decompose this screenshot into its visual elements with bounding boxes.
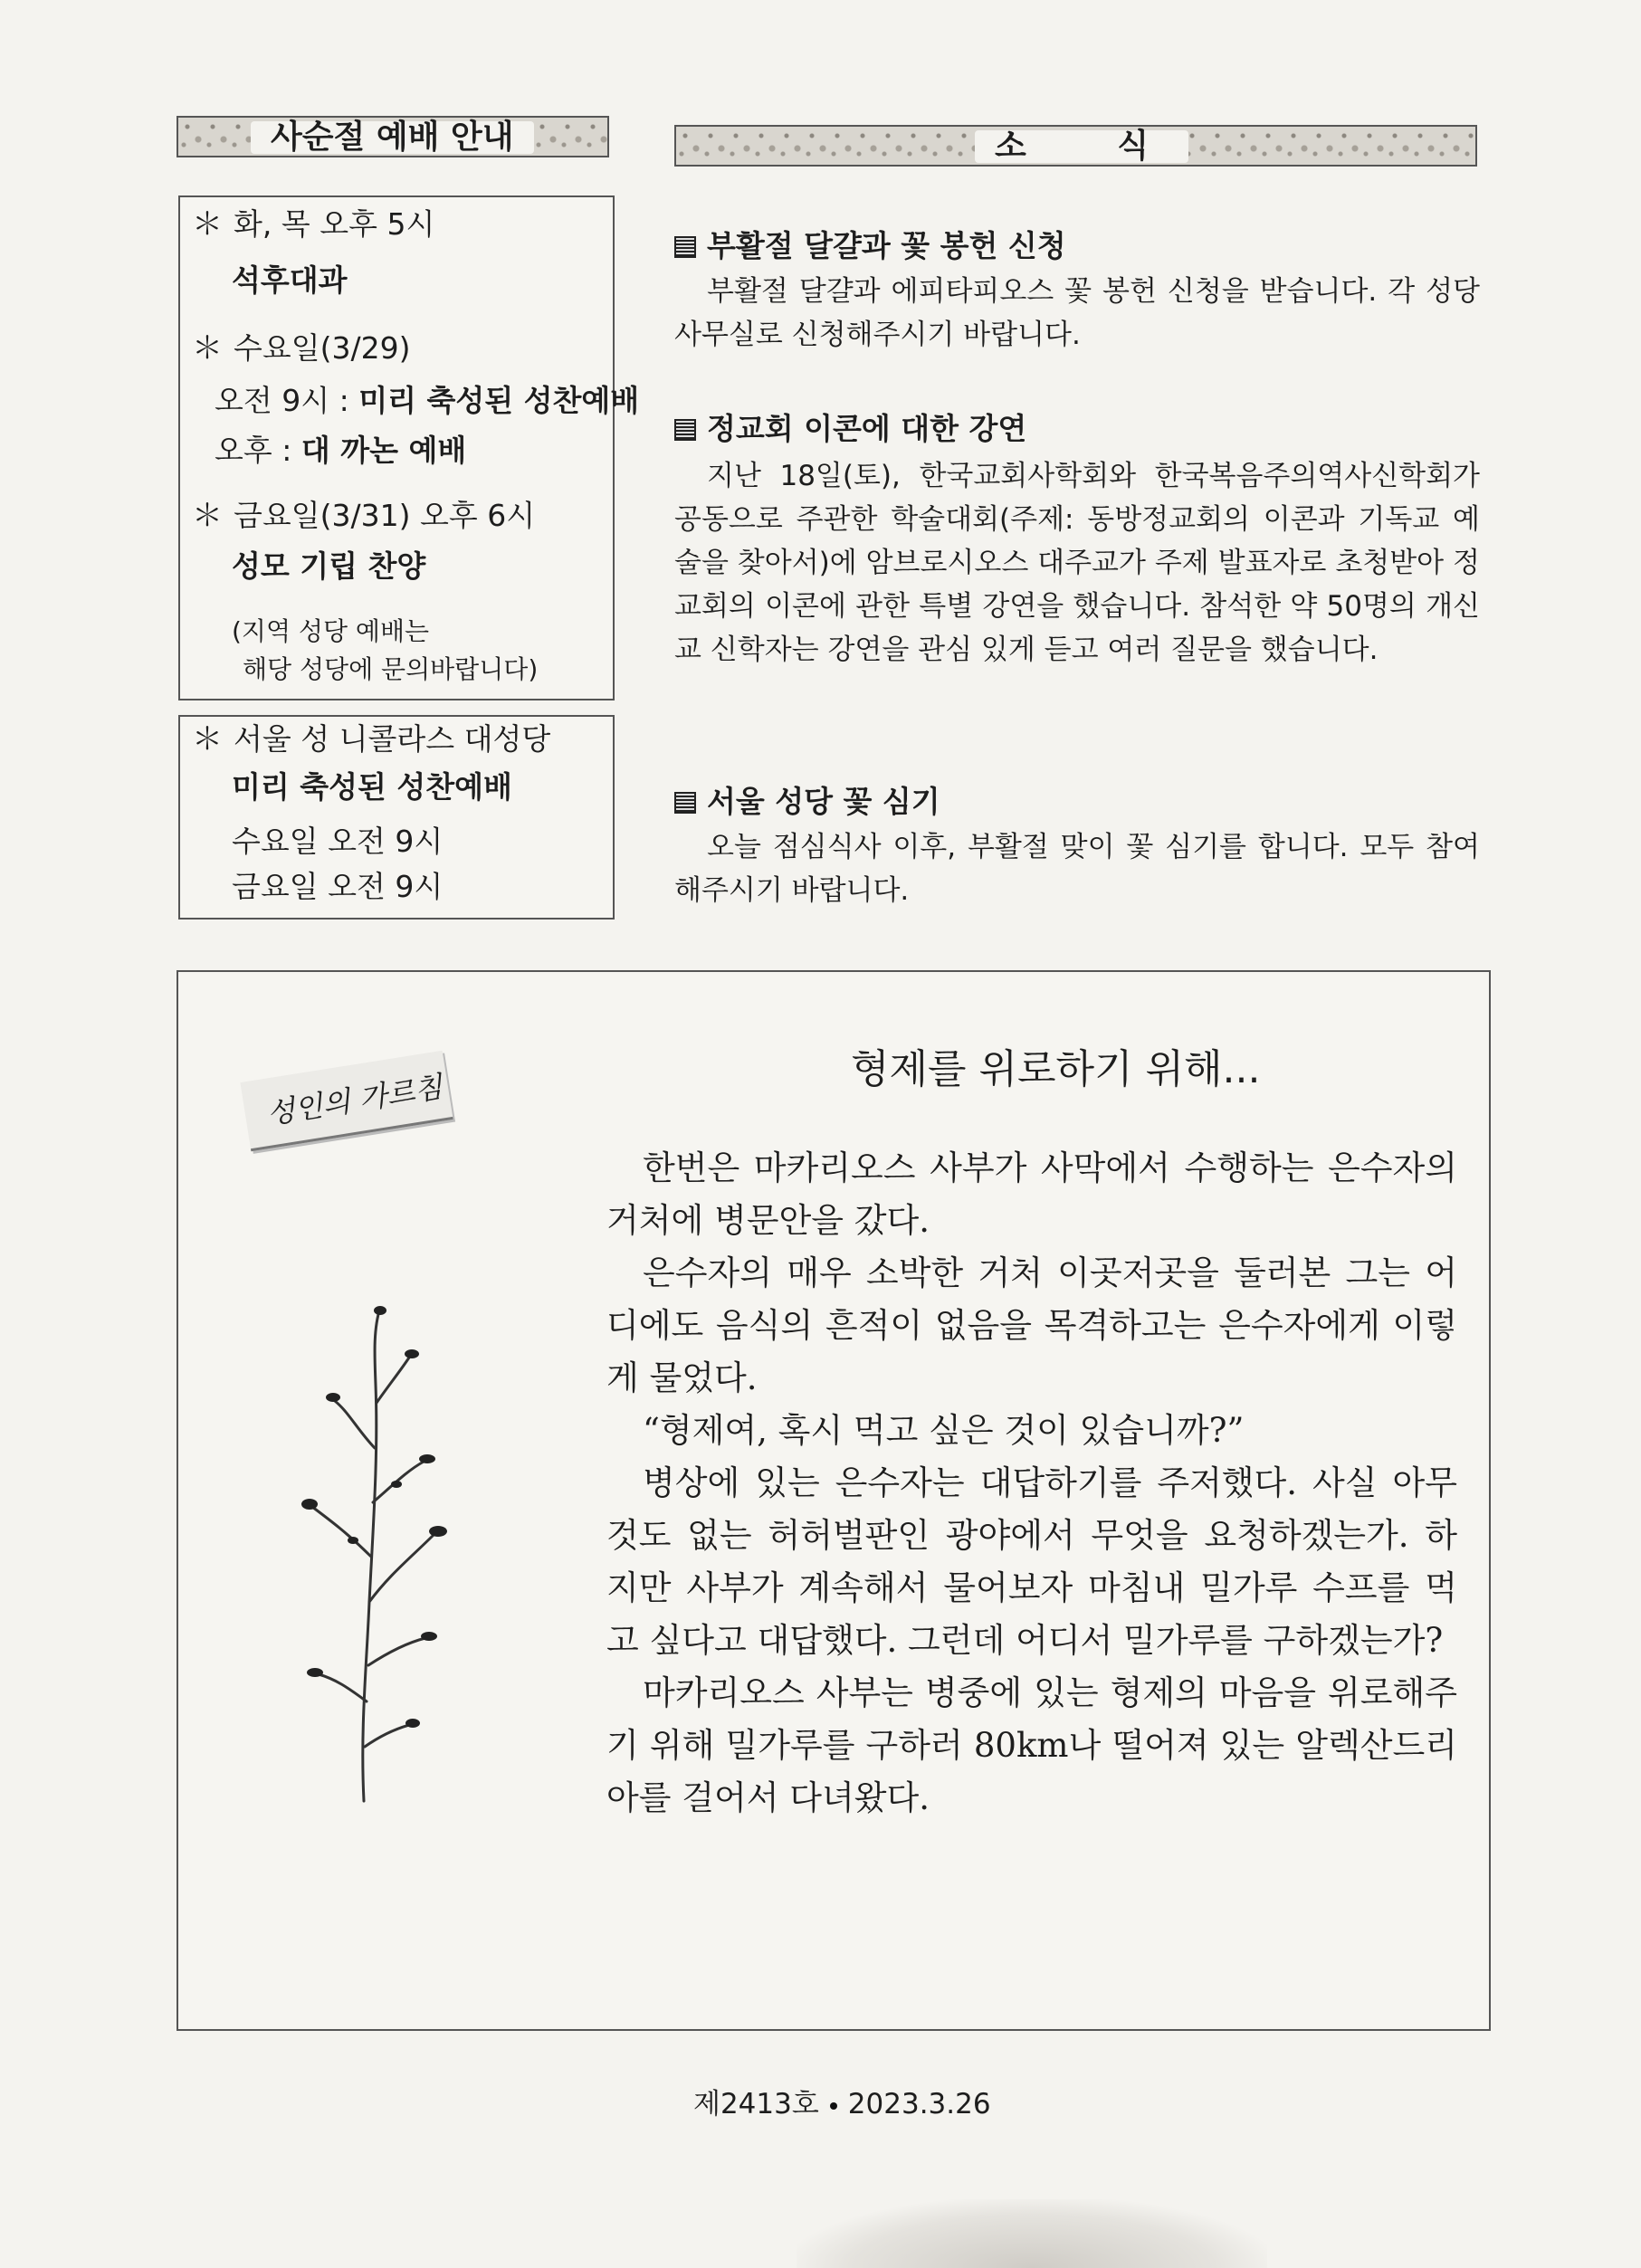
bullet-icon <box>830 2102 837 2110</box>
story-paragraph: 한번은 마카리오스 사부가 사막에서 수행하는 은수자의 거처에 병문안을 갔다. <box>606 1148 1457 1240</box>
issue-date: 2023.3.26 <box>847 2088 991 2120</box>
schedule-item-2: ＊ 수요일(3/29) <box>192 330 411 367</box>
cathedral-time-1: 수요일 오전 9시 <box>232 824 444 859</box>
story-title: 형제를 위로하기 위해... <box>851 1046 1261 1092</box>
schedule-item-3: ＊ 금요일(3/31) 오후 6시 <box>192 498 536 534</box>
news-heading-2: 정교회 이콘에 대한 강연 <box>674 405 1026 448</box>
schedule-note-1: (지역 성당 예배는 <box>232 616 430 646</box>
schedule-item-1-detail: 석후대과 <box>232 262 348 298</box>
square-bullet-icon <box>674 419 696 441</box>
news-body-3: 오늘 점심식사 이후, 부활절 맞이 꽃 심기를 합니다. 모두 참여해주시기 바랍니다. <box>674 831 1480 907</box>
story-quote: “형제여, 혹시 먹고 싶은 것이 있습니까?” <box>643 1411 1245 1450</box>
asterisk-icon: ＊ <box>192 721 223 758</box>
news-heading-1: 부활절 달걀과 꽃 봉헌 신청 <box>674 223 1066 265</box>
story-body <box>606 1142 1457 1825</box>
news-body-1: 부활절 달걀과 에피타피오스 꽃 봉헌 신청을 받습니다. 각 성당 사무실로 신청해주시기 바랍니다. <box>674 275 1480 351</box>
story-paragraph: 마카리오스 사부는 병중에 있는 형제의 마음을 위로해주기 위해 밀가루를 구하러 80km나 떨어져 있는 알렉산드리아를 걸어서 다녀왔다. <box>606 1673 1457 1817</box>
cathedral-service: 미리 축성된 성찬예배 <box>232 769 512 805</box>
news-body-2: 지난 18일(토), 한국교회사학회와 한국복음주의역사신학회가 공동으로 주관한 학술대회(주제: 동방정교회의 이콘과 기독교 예술을 찾아서)에 암브로시오스 대주교가 주제 발표자로 초청받아 정교회의 이콘에 관한 특별 강연을 했습니다. 참석한 약 50명의 개신교 신학자는 강연을 관심 있게 듣고 여러 질문을 했습니다. <box>674 460 1480 666</box>
schedule-title: 사순절 예배 안내 <box>251 121 534 154</box>
torn-paper-edge <box>797 2199 1267 2268</box>
issue-number: 제2413호 <box>693 2088 819 2120</box>
cathedral-name: ＊ 서울 성 니콜라스 대성당 <box>192 721 551 758</box>
story-paragraph: 은수자의 매우 소박한 거처 이곳저곳을 둘러본 그는 어디에도 음식의 흔적이 없음을 목격하고는 은수자에게 이렇게 물었다. <box>606 1253 1457 1397</box>
cathedral-time-2: 금요일 오전 9시 <box>232 869 444 904</box>
story-paragraph: 병상에 있는 은수자는 대답하기를 주저했다. 사실 아무것도 없는 허허벌판인 광야에서 무엇을 요청하겠는가. 하지만 사부가 계속해서 물어보자 마침내 밀가루 수프를 먹고 싶다고 대답했다. 그런데 어디서 밀가루를 구하겠는가? <box>606 1463 1457 1660</box>
news-banner <box>674 125 1477 167</box>
schedule-item-2-afternoon: 오후 : 대 까논 예배 <box>215 433 467 468</box>
asterisk-icon: ＊ <box>192 206 223 243</box>
story-tag: 성인의 가르침 <box>240 1051 453 1151</box>
square-bullet-icon <box>674 236 696 258</box>
square-bullet-icon <box>674 792 696 814</box>
schedule-item-2-morning: 오전 9시 : 미리 축성된 성찬예배 <box>215 383 640 418</box>
asterisk-icon: ＊ <box>192 498 223 534</box>
plant-illustration <box>262 1303 471 1810</box>
news-heading-3: 서울 성당 꽃 심기 <box>674 778 940 821</box>
schedule-note-2: 해당 성당에 문의바랍니다) <box>243 654 539 684</box>
schedule-banner <box>177 116 609 157</box>
footer <box>693 2081 991 2121</box>
schedule-item-1: ＊ 화, 목 오후 5시 <box>192 206 435 243</box>
schedule-item-3-detail: 성모 기립 찬양 <box>232 548 426 584</box>
news-title: 소 식 <box>975 130 1188 163</box>
asterisk-icon: ＊ <box>192 330 223 367</box>
